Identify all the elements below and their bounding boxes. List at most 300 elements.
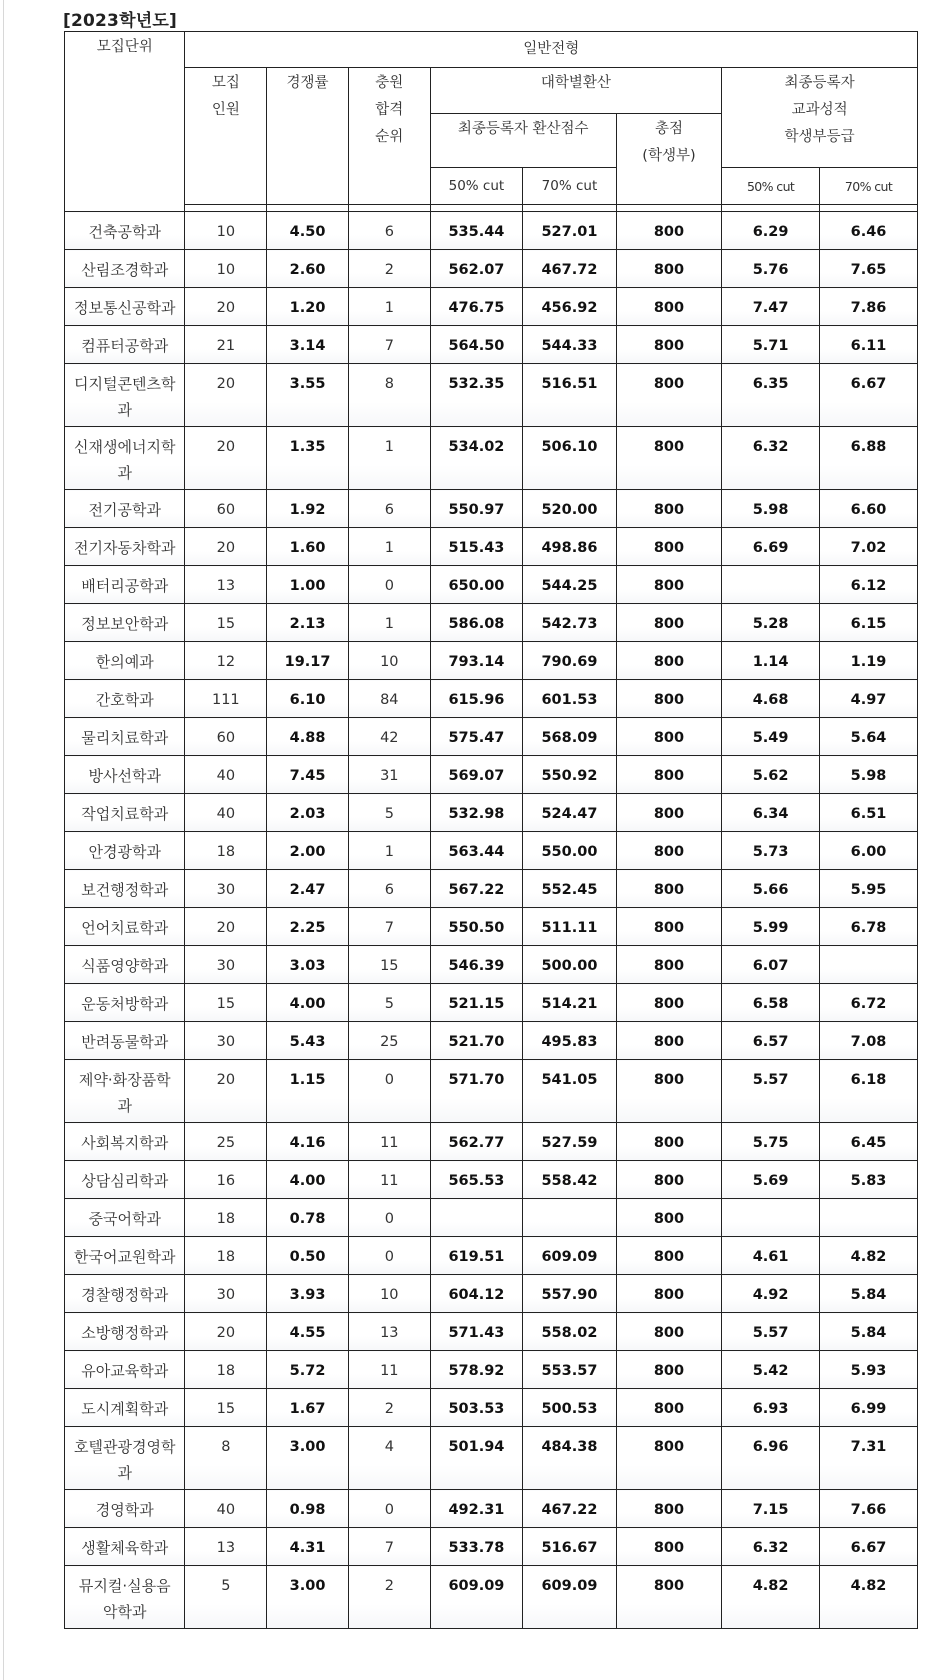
grade-cut70-cell: 5.83 bbox=[820, 1161, 918, 1199]
competition-cell: 3.55 bbox=[267, 364, 349, 427]
dept-name-cell bbox=[65, 756, 185, 794]
quota-cell: 10 bbox=[185, 212, 267, 250]
conv-score-cut70-cell: 520.00 bbox=[523, 490, 617, 528]
competition-cell: 2.00 bbox=[267, 832, 349, 870]
grade-cut50-cell: 5.42 bbox=[722, 1351, 820, 1389]
dept-name-line: 경영학과 bbox=[95, 1501, 154, 1519]
competition-cell: 3.14 bbox=[267, 326, 349, 364]
quota-cell: 20 bbox=[185, 528, 267, 566]
dept-name-line: 산림조경학과 bbox=[81, 261, 169, 279]
conv-score-cut70-cell: 495.83 bbox=[523, 1022, 617, 1060]
conv-score-cut70-cell: 467.72 bbox=[523, 250, 617, 288]
left-divider bbox=[3, 0, 4, 1680]
total-score-cell: 800 bbox=[616, 718, 721, 756]
dept-name-line: 뮤지컬·실용음 bbox=[78, 1577, 171, 1595]
page-title: [2023학년도] bbox=[63, 11, 177, 31]
table-row bbox=[65, 326, 918, 364]
header-grade-cut70: 70% cut bbox=[820, 168, 918, 205]
dept-name-cell bbox=[65, 1528, 185, 1566]
header-spacer bbox=[267, 205, 349, 212]
competition-cell: 6.10 bbox=[267, 680, 349, 718]
header-waitlist: 충원 합격 순위 bbox=[348, 68, 430, 205]
quota-cell: 20 bbox=[185, 908, 267, 946]
grade-cut50-cell: 5.66 bbox=[722, 870, 820, 908]
grade-cut50-cell: 5.75 bbox=[722, 1123, 820, 1161]
dept-name-cell bbox=[65, 528, 185, 566]
dept-name-line: 유아교육학과 bbox=[81, 1362, 169, 1380]
conv-score-cut50-cell: 619.51 bbox=[430, 1237, 523, 1275]
grade-cut70-cell: 6.78 bbox=[820, 908, 918, 946]
table-row bbox=[65, 1123, 918, 1161]
competition-cell: 7.45 bbox=[267, 756, 349, 794]
dept-name-line: 보건행정학과 bbox=[81, 881, 169, 899]
conv-score-cut70-cell: 550.92 bbox=[523, 756, 617, 794]
quota-cell: 8 bbox=[185, 1427, 267, 1490]
dept-name-cell bbox=[65, 1566, 185, 1629]
grade-cut70-cell: 5.93 bbox=[820, 1351, 918, 1389]
header-spacer bbox=[722, 205, 820, 212]
table-row bbox=[65, 1060, 918, 1123]
dept-name-cell bbox=[65, 1313, 185, 1351]
header-cut70: 70% cut bbox=[523, 168, 617, 205]
dept-name-line: 안경광학과 bbox=[88, 843, 161, 861]
dept-name-line: 배터리공학과 bbox=[81, 577, 169, 595]
table-row bbox=[65, 1566, 918, 1629]
dept-name-line: 건축공학과 bbox=[88, 223, 161, 241]
table-row bbox=[65, 718, 918, 756]
dept-name-line: 제약·화장품학 bbox=[78, 1071, 171, 1089]
grade-cut50-cell: 5.99 bbox=[722, 908, 820, 946]
header-grade-cut50: 50% cut bbox=[722, 168, 820, 205]
table-row bbox=[65, 427, 918, 490]
conv-score-cut70-cell: 544.25 bbox=[523, 566, 617, 604]
grade-cut70-cell: 5.84 bbox=[820, 1275, 918, 1313]
grade-cut50-cell: 6.07 bbox=[722, 946, 820, 984]
quota-cell: 30 bbox=[185, 1022, 267, 1060]
conv-score-cut70-cell: 511.11 bbox=[523, 908, 617, 946]
conv-score-cut50-cell: 563.44 bbox=[430, 832, 523, 870]
waitlist-rank-cell: 1 bbox=[348, 528, 430, 566]
quota-cell: 18 bbox=[185, 1237, 267, 1275]
dept-name-line: 도시계획학과 bbox=[81, 1400, 169, 1418]
total-score-cell: 800 bbox=[616, 1566, 721, 1629]
competition-cell: 2.03 bbox=[267, 794, 349, 832]
dept-name-line: 반려동물학과 bbox=[81, 1033, 169, 1051]
table-row bbox=[65, 490, 918, 528]
conv-score-cut50-cell: 650.00 bbox=[430, 566, 523, 604]
table-row bbox=[65, 1199, 918, 1237]
dept-name-line: 생활체육학과 bbox=[81, 1539, 169, 1557]
total-score-cell: 800 bbox=[616, 1427, 721, 1490]
conv-score-cut70-cell: 467.22 bbox=[523, 1490, 617, 1528]
competition-cell: 3.03 bbox=[267, 946, 349, 984]
grade-cut70-cell: 5.64 bbox=[820, 718, 918, 756]
grade-cut70-cell: 6.15 bbox=[820, 604, 918, 642]
total-score-cell: 800 bbox=[616, 604, 721, 642]
quota-cell: 10 bbox=[185, 250, 267, 288]
competition-cell: 4.55 bbox=[267, 1313, 349, 1351]
grade-cut70-cell: 6.18 bbox=[820, 1060, 918, 1123]
waitlist-rank-cell: 5 bbox=[348, 794, 430, 832]
conv-score-cut70-cell: 553.57 bbox=[523, 1351, 617, 1389]
competition-cell: 4.88 bbox=[267, 718, 349, 756]
conv-score-cut70-cell: 527.59 bbox=[523, 1123, 617, 1161]
conv-score-cut70-cell: 542.73 bbox=[523, 604, 617, 642]
dept-name-cell bbox=[65, 718, 185, 756]
total-score-cell: 800 bbox=[616, 984, 721, 1022]
table-row bbox=[65, 756, 918, 794]
header-spacer bbox=[185, 205, 267, 212]
dept-name-cell bbox=[65, 427, 185, 490]
competition-cell: 4.16 bbox=[267, 1123, 349, 1161]
dept-name-line: 한의예과 bbox=[95, 653, 154, 671]
grade-cut50-cell: 7.15 bbox=[722, 1490, 820, 1528]
grade-cut50-cell: 6.35 bbox=[722, 364, 820, 427]
dept-name-line: 한국어교원학과 bbox=[74, 1248, 176, 1266]
total-score-cell: 800 bbox=[616, 364, 721, 427]
waitlist-rank-cell: 0 bbox=[348, 1199, 430, 1237]
table-row bbox=[65, 604, 918, 642]
grade-cut70-cell: 6.72 bbox=[820, 984, 918, 1022]
conv-score-cut50-cell: 550.97 bbox=[430, 490, 523, 528]
dept-name-cell bbox=[65, 288, 185, 326]
header-total: 총점 (학생부) bbox=[616, 114, 721, 205]
competition-cell: 2.25 bbox=[267, 908, 349, 946]
dept-name-cell bbox=[65, 794, 185, 832]
conv-score-cut50-cell: 586.08 bbox=[430, 604, 523, 642]
conv-score-cut50-cell: 476.75 bbox=[430, 288, 523, 326]
dept-name-cell bbox=[65, 1199, 185, 1237]
dept-name-cell bbox=[65, 908, 185, 946]
admission-results-table bbox=[64, 31, 918, 1629]
header-univ-score: 대학별환산 bbox=[430, 68, 721, 114]
grade-cut70-cell: 6.12 bbox=[820, 566, 918, 604]
conv-score-cut50-cell: 571.70 bbox=[430, 1060, 523, 1123]
grade-cut50-cell: 5.28 bbox=[722, 604, 820, 642]
dept-name-cell bbox=[65, 326, 185, 364]
dept-name-line: 작업치료학과 bbox=[81, 805, 169, 823]
quota-cell: 30 bbox=[185, 946, 267, 984]
grade-cut50-cell: 6.29 bbox=[722, 212, 820, 250]
dept-name-cell bbox=[65, 946, 185, 984]
header-competition: 경쟁률 bbox=[267, 68, 349, 205]
total-score-cell: 800 bbox=[616, 1123, 721, 1161]
dept-name-line: 식품영양학과 bbox=[81, 957, 169, 975]
grade-cut70-cell: 1.19 bbox=[820, 642, 918, 680]
header-spacer bbox=[430, 205, 523, 212]
conv-score-cut50-cell bbox=[430, 1199, 523, 1237]
waitlist-rank-cell: 2 bbox=[348, 250, 430, 288]
waitlist-rank-cell: 0 bbox=[348, 1237, 430, 1275]
total-score-cell: 800 bbox=[616, 756, 721, 794]
grade-cut70-cell: 6.88 bbox=[820, 427, 918, 490]
grade-cut50-cell: 6.58 bbox=[722, 984, 820, 1022]
dept-name-cell bbox=[65, 1237, 185, 1275]
grade-cut70-cell bbox=[820, 946, 918, 984]
header-spacer bbox=[820, 205, 918, 212]
grade-cut50-cell: 5.57 bbox=[722, 1060, 820, 1123]
conv-score-cut50-cell: 564.50 bbox=[430, 326, 523, 364]
dept-name-cell bbox=[65, 490, 185, 528]
competition-cell: 4.00 bbox=[267, 1161, 349, 1199]
grade-cut50-cell bbox=[722, 1199, 820, 1237]
table-row bbox=[65, 946, 918, 984]
table-row bbox=[65, 870, 918, 908]
quota-cell: 18 bbox=[185, 1199, 267, 1237]
grade-cut70-cell: 6.00 bbox=[820, 832, 918, 870]
header-general-admission: 일반전형 bbox=[185, 32, 918, 68]
quota-cell: 20 bbox=[185, 288, 267, 326]
waitlist-rank-cell: 13 bbox=[348, 1313, 430, 1351]
grade-cut70-cell: 7.08 bbox=[820, 1022, 918, 1060]
quota-cell: 40 bbox=[185, 756, 267, 794]
table-row bbox=[65, 1528, 918, 1566]
waitlist-rank-cell: 10 bbox=[348, 1275, 430, 1313]
dept-name-cell bbox=[65, 642, 185, 680]
waitlist-rank-cell: 6 bbox=[348, 212, 430, 250]
table-row bbox=[65, 364, 918, 427]
total-score-cell: 800 bbox=[616, 946, 721, 984]
grade-cut70-cell: 7.65 bbox=[820, 250, 918, 288]
competition-cell: 5.43 bbox=[267, 1022, 349, 1060]
waitlist-rank-cell: 25 bbox=[348, 1022, 430, 1060]
total-score-cell: 800 bbox=[616, 1313, 721, 1351]
header-final-conv-score: 최종등록자 환산점수 bbox=[430, 114, 616, 168]
grade-cut50-cell: 1.14 bbox=[722, 642, 820, 680]
waitlist-rank-cell: 7 bbox=[348, 1528, 430, 1566]
waitlist-rank-cell: 4 bbox=[348, 1427, 430, 1490]
dept-name-cell bbox=[65, 1123, 185, 1161]
header-spacer bbox=[523, 205, 617, 212]
table-row bbox=[65, 1351, 918, 1389]
competition-cell: 2.47 bbox=[267, 870, 349, 908]
dept-name-cell bbox=[65, 1427, 185, 1490]
grade-cut50-cell bbox=[722, 566, 820, 604]
conv-score-cut70-cell: 500.00 bbox=[523, 946, 617, 984]
competition-cell: 1.67 bbox=[267, 1389, 349, 1427]
grade-cut50-cell: 4.82 bbox=[722, 1566, 820, 1629]
grade-cut50-cell: 6.32 bbox=[722, 427, 820, 490]
total-score-cell: 800 bbox=[616, 908, 721, 946]
quota-cell: 111 bbox=[185, 680, 267, 718]
conv-score-cut50-cell: 501.94 bbox=[430, 1427, 523, 1490]
waitlist-rank-cell: 10 bbox=[348, 642, 430, 680]
total-score-cell: 800 bbox=[616, 490, 721, 528]
total-score-cell: 800 bbox=[616, 212, 721, 250]
total-score-cell: 800 bbox=[616, 288, 721, 326]
dept-name-cell bbox=[65, 1161, 185, 1199]
waitlist-rank-cell: 2 bbox=[348, 1389, 430, 1427]
total-score-cell: 800 bbox=[616, 1528, 721, 1566]
conv-score-cut70-cell: 500.53 bbox=[523, 1389, 617, 1427]
conv-score-cut50-cell: 535.44 bbox=[430, 212, 523, 250]
waitlist-rank-cell: 1 bbox=[348, 604, 430, 642]
competition-cell: 3.93 bbox=[267, 1275, 349, 1313]
grade-cut70-cell: 6.60 bbox=[820, 490, 918, 528]
conv-score-cut70-cell bbox=[523, 1199, 617, 1237]
conv-score-cut70-cell: 514.21 bbox=[523, 984, 617, 1022]
total-score-cell: 800 bbox=[616, 250, 721, 288]
conv-score-cut70-cell: 609.09 bbox=[523, 1237, 617, 1275]
competition-cell: 0.98 bbox=[267, 1490, 349, 1528]
conv-score-cut70-cell: 456.92 bbox=[523, 288, 617, 326]
grade-cut70-cell: 6.51 bbox=[820, 794, 918, 832]
conv-score-cut70-cell: 516.67 bbox=[523, 1528, 617, 1566]
dept-name-cell bbox=[65, 680, 185, 718]
quota-cell: 15 bbox=[185, 604, 267, 642]
grade-cut50-cell: 6.93 bbox=[722, 1389, 820, 1427]
total-score-cell: 800 bbox=[616, 566, 721, 604]
table-row bbox=[65, 1161, 918, 1199]
competition-cell: 1.60 bbox=[267, 528, 349, 566]
total-score-cell: 800 bbox=[616, 642, 721, 680]
quota-cell: 40 bbox=[185, 794, 267, 832]
quota-cell: 15 bbox=[185, 1389, 267, 1427]
total-score-cell: 800 bbox=[616, 1275, 721, 1313]
dept-name-line: 디지털콘텐츠학 bbox=[74, 375, 176, 393]
table-row bbox=[65, 250, 918, 288]
total-score-cell: 800 bbox=[616, 1389, 721, 1427]
waitlist-rank-cell: 11 bbox=[348, 1351, 430, 1389]
quota-cell: 13 bbox=[185, 1528, 267, 1566]
table-row bbox=[65, 212, 918, 250]
dept-name-cell bbox=[65, 1275, 185, 1313]
conv-score-cut70-cell: 541.05 bbox=[523, 1060, 617, 1123]
conv-score-cut50-cell: 567.22 bbox=[430, 870, 523, 908]
conv-score-cut50-cell: 546.39 bbox=[430, 946, 523, 984]
table-row bbox=[65, 984, 918, 1022]
dept-name-line: 과 bbox=[117, 464, 132, 482]
conv-score-cut70-cell: 558.02 bbox=[523, 1313, 617, 1351]
total-score-cell: 800 bbox=[616, 1161, 721, 1199]
quota-cell: 18 bbox=[185, 832, 267, 870]
waitlist-rank-cell: 6 bbox=[348, 870, 430, 908]
conv-score-cut50-cell: 793.14 bbox=[430, 642, 523, 680]
competition-cell: 5.72 bbox=[267, 1351, 349, 1389]
dept-name-line: 정보통신공학과 bbox=[74, 299, 176, 317]
waitlist-rank-cell: 7 bbox=[348, 908, 430, 946]
dept-name-cell bbox=[65, 1022, 185, 1060]
dept-name-cell bbox=[65, 1490, 185, 1528]
grade-cut50-cell: 6.69 bbox=[722, 528, 820, 566]
waitlist-rank-cell: 1 bbox=[348, 832, 430, 870]
conv-score-cut70-cell: 527.01 bbox=[523, 212, 617, 250]
waitlist-rank-cell: 8 bbox=[348, 364, 430, 427]
grade-cut70-cell: 7.31 bbox=[820, 1427, 918, 1490]
grade-cut50-cell: 5.98 bbox=[722, 490, 820, 528]
conv-score-cut50-cell: 578.92 bbox=[430, 1351, 523, 1389]
competition-cell: 4.31 bbox=[267, 1528, 349, 1566]
competition-cell: 1.20 bbox=[267, 288, 349, 326]
grade-cut70-cell: 6.45 bbox=[820, 1123, 918, 1161]
conv-score-cut70-cell: 609.09 bbox=[523, 1566, 617, 1629]
dept-name-line: 방사선학과 bbox=[88, 767, 161, 785]
grade-cut70-cell: 6.99 bbox=[820, 1389, 918, 1427]
total-score-cell: 800 bbox=[616, 680, 721, 718]
competition-cell: 3.00 bbox=[267, 1427, 349, 1490]
dept-name-line: 운동처방학과 bbox=[81, 995, 169, 1013]
table-row bbox=[65, 1389, 918, 1427]
competition-cell: 19.17 bbox=[267, 642, 349, 680]
table-row bbox=[65, 1427, 918, 1490]
dept-name-line: 간호학과 bbox=[95, 691, 154, 709]
grade-cut50-cell: 5.73 bbox=[722, 832, 820, 870]
conv-score-cut70-cell: 506.10 bbox=[523, 427, 617, 490]
conv-score-cut50-cell: 521.70 bbox=[430, 1022, 523, 1060]
dept-name-line: 호텔관광경영학 bbox=[74, 1438, 176, 1456]
dept-name-cell bbox=[65, 250, 185, 288]
conv-score-cut50-cell: 575.47 bbox=[430, 718, 523, 756]
dept-name-line: 사회복지학과 bbox=[81, 1134, 169, 1152]
total-score-cell: 800 bbox=[616, 1351, 721, 1389]
competition-cell: 4.00 bbox=[267, 984, 349, 1022]
dept-name-line: 악학과 bbox=[102, 1603, 147, 1621]
total-score-cell: 800 bbox=[616, 870, 721, 908]
dept-name-line: 언어치료학과 bbox=[81, 919, 169, 937]
conv-score-cut50-cell: 550.50 bbox=[430, 908, 523, 946]
grade-cut70-cell: 5.98 bbox=[820, 756, 918, 794]
conv-score-cut70-cell: 516.51 bbox=[523, 364, 617, 427]
competition-cell: 1.00 bbox=[267, 566, 349, 604]
waitlist-rank-cell: 15 bbox=[348, 946, 430, 984]
quota-cell: 5 bbox=[185, 1566, 267, 1629]
waitlist-rank-cell: 2 bbox=[348, 1566, 430, 1629]
dept-name-line: 전기자동차학과 bbox=[74, 539, 176, 557]
quota-cell: 18 bbox=[185, 1351, 267, 1389]
quota-cell: 13 bbox=[185, 566, 267, 604]
competition-cell: 2.13 bbox=[267, 604, 349, 642]
total-score-cell: 800 bbox=[616, 528, 721, 566]
competition-cell: 0.50 bbox=[267, 1237, 349, 1275]
grade-cut50-cell: 5.57 bbox=[722, 1313, 820, 1351]
grade-cut50-cell: 4.68 bbox=[722, 680, 820, 718]
waitlist-rank-cell: 1 bbox=[348, 288, 430, 326]
dept-name-line: 상담심리학과 bbox=[81, 1172, 169, 1190]
conv-score-cut50-cell: 562.07 bbox=[430, 250, 523, 288]
quota-cell: 20 bbox=[185, 1313, 267, 1351]
quota-cell: 60 bbox=[185, 718, 267, 756]
dept-name-line: 과 bbox=[117, 1464, 132, 1482]
table-row bbox=[65, 642, 918, 680]
table-row bbox=[65, 794, 918, 832]
quota-cell: 30 bbox=[185, 870, 267, 908]
table-row bbox=[65, 1490, 918, 1528]
conv-score-cut70-cell: 552.45 bbox=[523, 870, 617, 908]
grade-cut50-cell: 7.47 bbox=[722, 288, 820, 326]
quota-cell: 30 bbox=[185, 1275, 267, 1313]
grade-cut50-cell: 4.61 bbox=[722, 1237, 820, 1275]
grade-cut70-cell: 7.86 bbox=[820, 288, 918, 326]
dept-name-line: 정보보안학과 bbox=[81, 615, 169, 633]
table-row bbox=[65, 680, 918, 718]
waitlist-rank-cell: 84 bbox=[348, 680, 430, 718]
conv-score-cut70-cell: 498.86 bbox=[523, 528, 617, 566]
grade-cut70-cell: 6.67 bbox=[820, 1528, 918, 1566]
conv-score-cut50-cell: 532.98 bbox=[430, 794, 523, 832]
total-score-cell: 800 bbox=[616, 1060, 721, 1123]
waitlist-rank-cell: 42 bbox=[348, 718, 430, 756]
conv-score-cut70-cell: 558.42 bbox=[523, 1161, 617, 1199]
grade-cut70-cell: 4.97 bbox=[820, 680, 918, 718]
grade-cut70-cell: 7.02 bbox=[820, 528, 918, 566]
table-row bbox=[65, 288, 918, 326]
table-row bbox=[65, 1237, 918, 1275]
conv-score-cut50-cell: 571.43 bbox=[430, 1313, 523, 1351]
total-score-cell: 800 bbox=[616, 1490, 721, 1528]
competition-cell: 2.60 bbox=[267, 250, 349, 288]
competition-cell: 4.50 bbox=[267, 212, 349, 250]
grade-cut70-cell: 5.84 bbox=[820, 1313, 918, 1351]
